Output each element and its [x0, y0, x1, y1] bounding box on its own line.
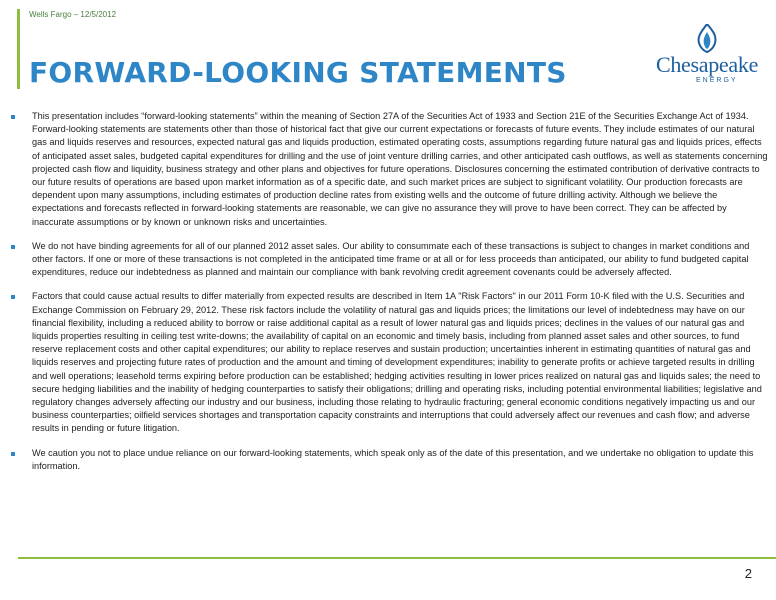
list-item	[8, 290, 768, 435]
footer-divider	[18, 557, 776, 559]
bullet-text: We do not have binding agreements for all of our planned 2012 asset sales. Our ability to consummate each of these transactions is subject to changes in market conditions and other factors. If one or more of these transactions is not completed in the anticipated time frame or at all or for less proceeds than anticipated, our ability to fund budgeted capital expenditures, reduce our indebtedness as planned and maintain our compliance with bank revolving credit agreement covenants could be adversely affected.	[32, 240, 750, 278]
list-item	[8, 240, 768, 280]
bullet-square-icon	[11, 295, 15, 299]
bullet-square-icon	[11, 245, 15, 249]
logo-subtitle: ENERGY	[696, 77, 738, 84]
page-title: FORWARD-LOOKING STATEMENTS	[29, 56, 567, 89]
bullet-text: This presentation includes “forward-looking statements” within the meaning of Section 27A of the Securities Act of 1933 and Section 21E of the Securities Exchange Act of 1934. Forward-looking statements are statements other than those of historical fact that give our current expectations or forecasts of future events. They include estimates of our natural gas and liquids reserves and resources, expected natural gas and liquids production, estimated operating costs, assumptions regarding future natural gas and liquids prices, effects of anticipated asset sales, budgeted capital expenditures for drilling and the use of joint venture drilling carries, and other anticipated cash outflows, as well as statements concerning projected cash flow and liquidity, business strategy and other plans and objectives for future operations. Disclosures concerning the estimated contribution of derivative contracts to our future results of operations are based upon market information as of a specific date, and such market prices are subject to significant volatility. Our production forecasts are dependent upon many assumptions, including estimates of production decline rates from existing wells and the outcome of future drilling activity. Although we believe the expectations and forecasts reflected in forward-looking statements are reasonable, we can give no assurance they will prove to have been correct. They can be affected by inaccurate assumptions or by known or unknown risks and uncertainties.	[32, 111, 768, 227]
bullet-square-icon	[11, 115, 15, 119]
accent-bar	[17, 9, 20, 89]
logo-wordmark: Chesapeake	[655, 52, 759, 77]
bullet-square-icon	[11, 452, 15, 456]
list-item	[8, 447, 768, 473]
bullet-text: Factors that could cause actual results to differ materially from expected results are described in Item 1A "Risk Factors" in our 2011 Form 10-K filed with the U.S. Securities and Exchange Commission on February 29, 2012. These risk factors include the volatility of natural gas and liquids prices; the limitations our level of indebtedness may have on our financial flexibility, including a reduced ability to borrow or raise additional capital as a result of lower natural gas and liquids prices; declines in the values of our natural gas and liquids properties resulting in ceiling test write-downs; the availability of capital on an economic and timely basis, including from planned asset sales and other sources, to fund reserve replacement costs and other capital expenditures; our ability to replace reserves and sustain production; uncertainties inherent in estimating quantities of natural gas and liquids reserves and projecting future rates of production and the amount and timing of development expenditures; inability to generate profits or achieve targeted results in drilling and well operations; leasehold terms expiring before production can be established; hedging activities resulting in lower prices realized on natural gas and liquids sales; the need to secure hedging liabilities and the inability of hedging counterparties to satisfy their obligations; drilling and operating risks, including potential environmental liabilities; legislative and regulatory changes adversely affecting our industry and our business, including those relating to hydraulic fracturing; general economic conditions negatively impacting us and our business counterparties; oilfield services shortages and transportation capacity constraints and interruptions that could adversely affect our revenues and cash flow; and adverse results in pending or future litigation.	[32, 291, 762, 434]
company-logo	[652, 24, 762, 96]
presentation-date-line: Wells Fargo – 12/5/2012	[29, 10, 117, 19]
flame-icon	[694, 24, 720, 54]
page-number: 2	[744, 566, 752, 581]
list-item	[8, 110, 768, 229]
statement-list	[8, 110, 768, 484]
bullet-text: We caution you not to place undue reliance on our forward-looking statements, which speak only as of the date of this presentation, and we undertake no obligation to update this information.	[32, 447, 754, 471]
